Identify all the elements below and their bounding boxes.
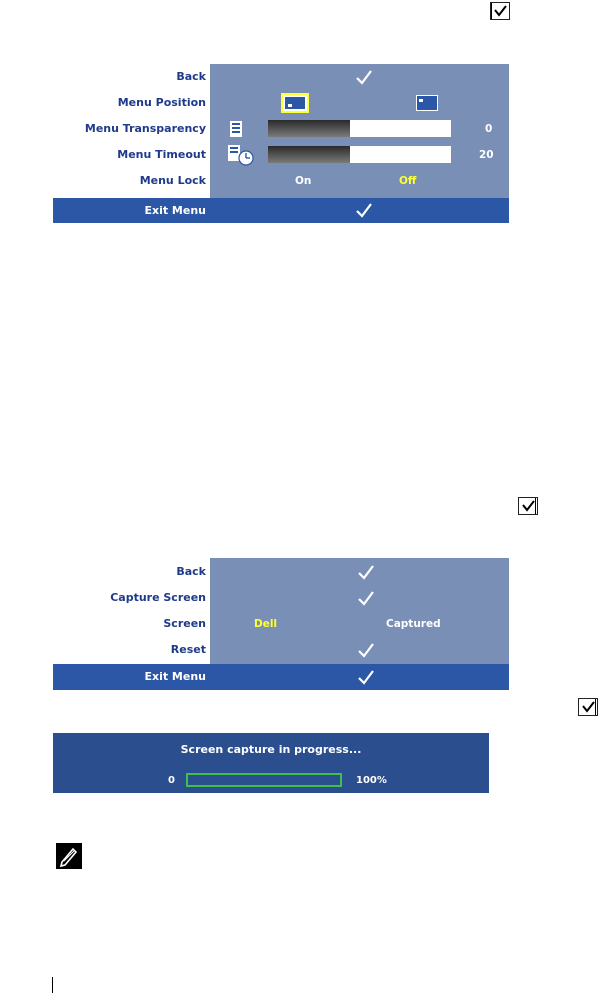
- checkmark-icon: [355, 69, 373, 85]
- checkmark-icon: [357, 564, 375, 580]
- row-label: Capture Screen: [110, 591, 206, 604]
- progress-min-label: 0: [168, 775, 175, 786]
- row-menu-transparency: [53, 116, 509, 142]
- row-label: Back: [176, 565, 206, 578]
- exit-menu-row[interactable]: [53, 664, 509, 690]
- row-label: Reset: [170, 643, 206, 656]
- pencil-note-icon: [56, 843, 82, 869]
- checkmark-icon: [355, 202, 373, 218]
- row-menu-lock: [53, 168, 509, 194]
- progress-bar: [186, 773, 342, 787]
- checkbox-check-icon: [578, 698, 598, 716]
- row-label: Menu Position: [117, 96, 206, 109]
- row-back[interactable]: [53, 64, 509, 90]
- checkbox-check-icon: [490, 2, 510, 20]
- exit-menu-label: Exit Menu: [144, 204, 206, 217]
- transparency-icon: [229, 120, 243, 138]
- transparency-value: 0: [485, 123, 493, 135]
- row-label: Back: [176, 70, 206, 83]
- lock-option-off[interactable]: Off: [399, 175, 417, 187]
- timeout-slider[interactable]: [268, 146, 451, 163]
- lock-option-on[interactable]: On: [295, 175, 312, 187]
- exit-menu-label: Exit Menu: [144, 670, 206, 683]
- screen-option-dell[interactable]: Dell: [254, 618, 278, 630]
- row-label: Screen: [163, 617, 206, 630]
- slider-fill: [268, 120, 350, 137]
- capture-screen-osd: [53, 558, 509, 690]
- row-screen: [53, 611, 509, 637]
- progress-max-label: 100%: [356, 775, 387, 786]
- row-capture-screen[interactable]: [53, 585, 509, 611]
- transparency-slider[interactable]: [268, 120, 451, 137]
- checkmark-icon: [357, 669, 375, 685]
- row-back[interactable]: [53, 559, 509, 585]
- footer-rule: [52, 977, 53, 993]
- row-label: Menu Lock: [139, 174, 206, 187]
- exit-menu-row[interactable]: [53, 198, 509, 223]
- row-reset[interactable]: [53, 637, 509, 663]
- checkmark-icon: [357, 642, 375, 658]
- timeout-value: 20: [479, 149, 494, 161]
- row-label: Menu Transparency: [84, 122, 206, 135]
- screen-option-captured[interactable]: Captured: [386, 618, 441, 630]
- row-label: Menu Timeout: [117, 148, 206, 161]
- menu-settings-osd: [53, 64, 509, 223]
- row-menu-timeout: [53, 142, 509, 168]
- checkbox-check-icon: [518, 497, 538, 515]
- menu-position-left-icon[interactable]: [281, 93, 309, 113]
- checkmark-icon: [357, 590, 375, 606]
- slider-fill: [268, 146, 350, 163]
- menu-position-right-icon[interactable]: [416, 95, 438, 111]
- row-menu-position: [53, 90, 509, 116]
- timeout-clock-icon: [227, 144, 257, 166]
- progress-title: Screen capture in progress...: [180, 743, 362, 756]
